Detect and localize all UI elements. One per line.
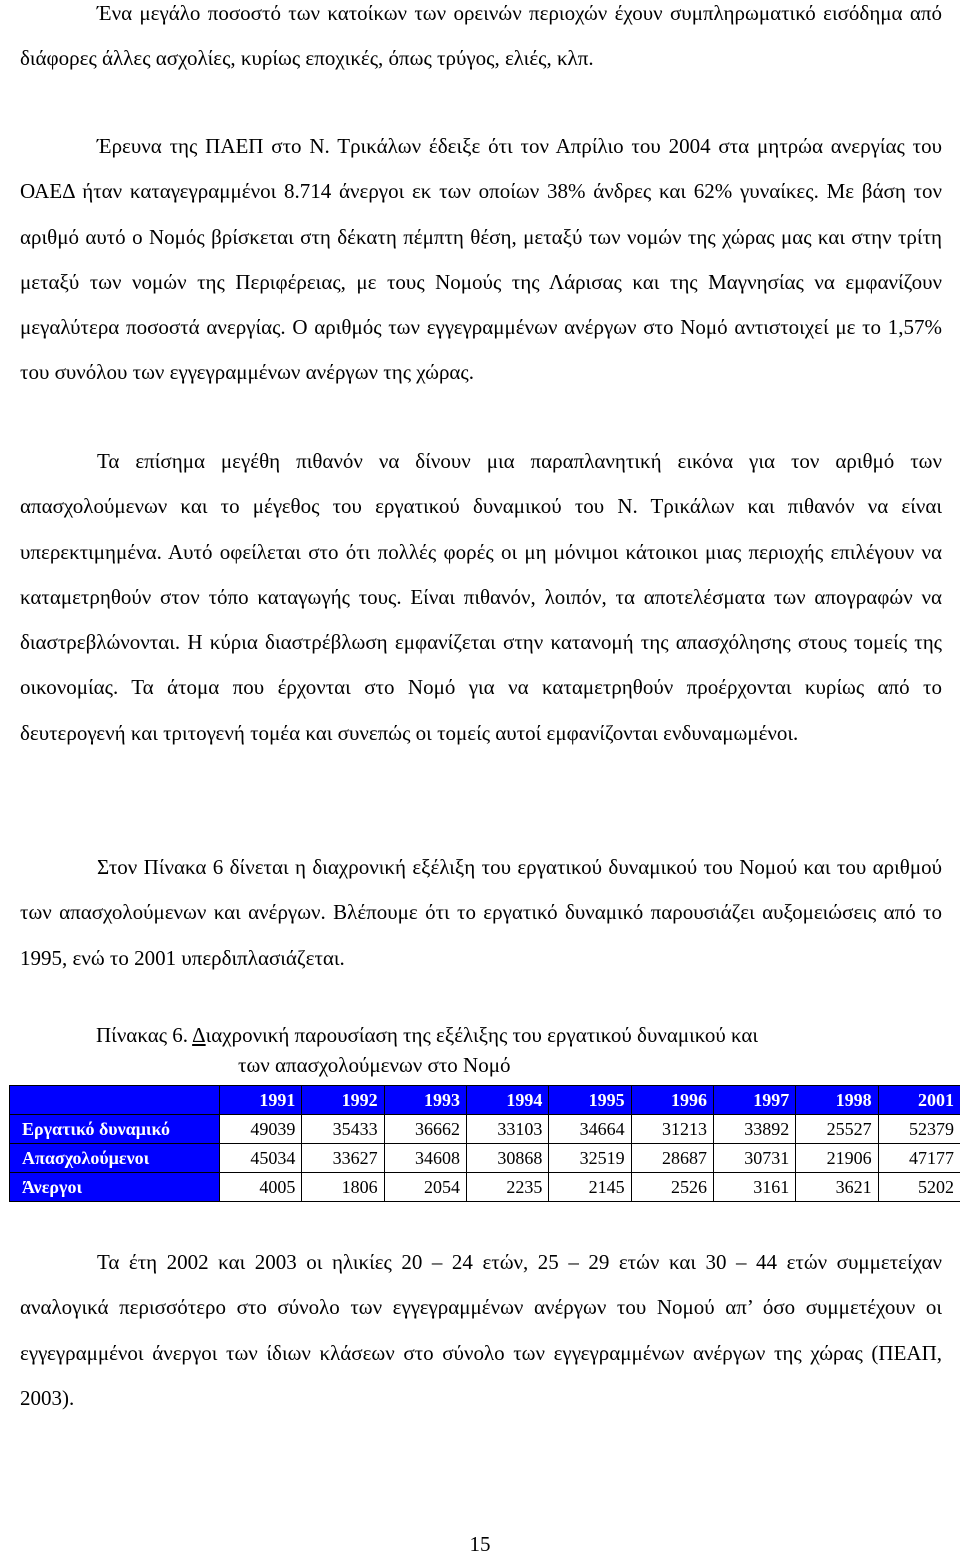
caption-line-2: των απασχολούμενων στο Νομό <box>238 1053 511 1077</box>
table-cell: 47177 <box>878 1144 960 1173</box>
year-header: 1997 <box>713 1086 795 1115</box>
table-caption <box>20 1020 942 1080</box>
table-cell: 33627 <box>302 1144 384 1173</box>
paragraph-unemployment-survey: Έρευνα της ΠΑΕΠ στο Ν. Τρικάλων έδειξε ότι τον Απρίλιο του 2004 στα μητρώα ανεργίας του ΟΑΕΔ ήταν καταγεγραμμένοι 8.714 άνεργοι εκ των οποίων 38% άνδρες και 62% γυναίκες. Με βάση τον αριθμό αυτό ο Νομός βρίσκεται στη δέκατη πέμπτη θέση, μεταξύ των νομών της χώρας μας και στην τρίτη μεταξύ των νομών της Περιφέρειας, με τους Νομούς της Λάρισας και της Μαγνησίας να εμφανίζουν μεγαλύτερα ποσοστά ανεργίας. Ο αριθμός των εγγεγραμμένων ανέργων στο Νομό αντιστοιχεί με το 1,57% του συνόλου των εγγεγραμμένων ανέργων της χώρας. <box>20 134 942 385</box>
table-cell: 36662 <box>384 1115 466 1144</box>
year-header: 1992 <box>302 1086 384 1115</box>
caption-title-rest: ιαχρονική παρουσίαση της εξέλιξης του εργατικού δυναμικού και <box>205 1023 759 1047</box>
table-cell: 30731 <box>713 1144 795 1173</box>
table-cell: 2235 <box>466 1173 548 1202</box>
table-cell: 2526 <box>631 1173 713 1202</box>
year-header: 1991 <box>220 1086 302 1115</box>
table-cell: 3161 <box>713 1173 795 1202</box>
table-row-employed <box>10 1144 960 1173</box>
table-header-row <box>10 1086 960 1115</box>
table-cell: 32519 <box>549 1144 631 1173</box>
table-cell: 4005 <box>220 1173 302 1202</box>
year-header: 1993 <box>384 1086 466 1115</box>
table-cell: 35433 <box>302 1115 384 1144</box>
table-cell: 49039 <box>220 1115 302 1144</box>
year-header: 2001 <box>878 1086 960 1115</box>
table-cell: 34608 <box>384 1144 466 1173</box>
table-cell: 1806 <box>302 1173 384 1202</box>
paragraph-age-groups: Τα έτη 2002 και 2003 οι ηλικίες 20 – 24 ετών, 25 – 29 ετών και 30 – 44 ετών συμμετείχαν αναλογικά περισσότερο στο σύνολο των εγγεγραμμένων ανέργων του Νομού απ’ όσο συμμετέχουν οι εγγεγραμμένοι άνεργοι των ίδιων κλάσεων στο σύνολο των εγγεγραμμένων ανέργων της χώρας (ΠΕΑΠ, 2003). <box>20 1250 942 1410</box>
table-cell: 28687 <box>631 1144 713 1173</box>
table-cell: 5202 <box>878 1173 960 1202</box>
caption-title-initial: Δ <box>192 1023 206 1047</box>
table-corner-cell <box>10 1086 220 1115</box>
table-cell: 2054 <box>384 1173 466 1202</box>
table-cell: 31213 <box>631 1115 713 1144</box>
year-header: 1995 <box>549 1086 631 1115</box>
paragraph-income: Ένα μεγάλο ποσοστό των κατοίκων των ορεινών περιοχών έχουν συμπληρωματικό εισόδημα από διάφορες άλλες ασχολίες, κυρίως εποχικές, όπως τρύγος, ελιές, κλπ. <box>20 1 942 71</box>
table-cell: 45034 <box>220 1144 302 1173</box>
row-label: Απασχολούμενοι <box>10 1144 220 1173</box>
row-label: Άνεργοι <box>10 1173 220 1202</box>
table-cell: 3621 <box>796 1173 878 1202</box>
page-number: 15 <box>469 1532 491 1556</box>
table-cell: 33103 <box>466 1115 548 1144</box>
table-cell: 34664 <box>549 1115 631 1144</box>
table-row-unemployed <box>10 1173 960 1202</box>
table-row-labour-force <box>10 1115 960 1144</box>
table-cell: 33892 <box>713 1115 795 1144</box>
table-cell: 52379 <box>878 1115 960 1144</box>
row-label: Εργατικό δυναμικό <box>10 1115 220 1144</box>
year-header: 1996 <box>631 1086 713 1115</box>
paragraph-table-intro: Στον Πίνακα 6 δίνεται η διαχρονική εξέλιξη του εργατικού δυναμικού του Νομού και του αριθμού των απασχολούμενων και ανέργων. Βλέπουμε ότι το εργατικό δυναμικό παρουσιάζει αυξομειώσεις από το 1995, ενώ το 2001 υπερδιπλασιάζεται. <box>20 855 942 970</box>
year-header: 1994 <box>466 1086 548 1115</box>
paragraph-official-figures: Τα επίσημα μεγέθη πιθανόν να δίνουν μια παραπλανητική εικόνα για τον αριθμό των απασχολούμενων και το μέγεθος του εργατικού δυναμικού του Ν. Τρικάλων και πιθανόν να είναι υπερεκτιμημένα. Αυτό οφείλεται στο ότι πολλές φορές οι μη μόνιμοι κάτοικοι μιας περιοχής επιλέγουν να καταμετρηθούν στον τόπο καταγωγής τους. Είναι πιθανόν, λοιπόν, τα αποτελέσματα των απογραφών να διαστρεβλώνονται. Η κύρια διαστρέβλωση εμφανίζεται στην κατανομή της απασχόλησης στους τομείς της οικονομίας. Τα άτομα που έρχονται στο Νομό για να καταμετρηθούν προέρχονται κυρίως από το δευτερογενή και τριτογενή τομέα και συνεπώς οι τομείς αυτοί εμφανίζονται ενδυναμωμένοι. <box>20 449 942 745</box>
table-cell: 30868 <box>466 1144 548 1173</box>
year-header: 1998 <box>796 1086 878 1115</box>
table-cell: 2145 <box>549 1173 631 1202</box>
caption-label: Πίνακας 6. <box>96 1023 193 1047</box>
labour-force-table <box>9 1085 960 1202</box>
table-cell: 21906 <box>796 1144 878 1173</box>
caption-line-1 <box>20 1020 942 1050</box>
table-cell: 25527 <box>796 1115 878 1144</box>
